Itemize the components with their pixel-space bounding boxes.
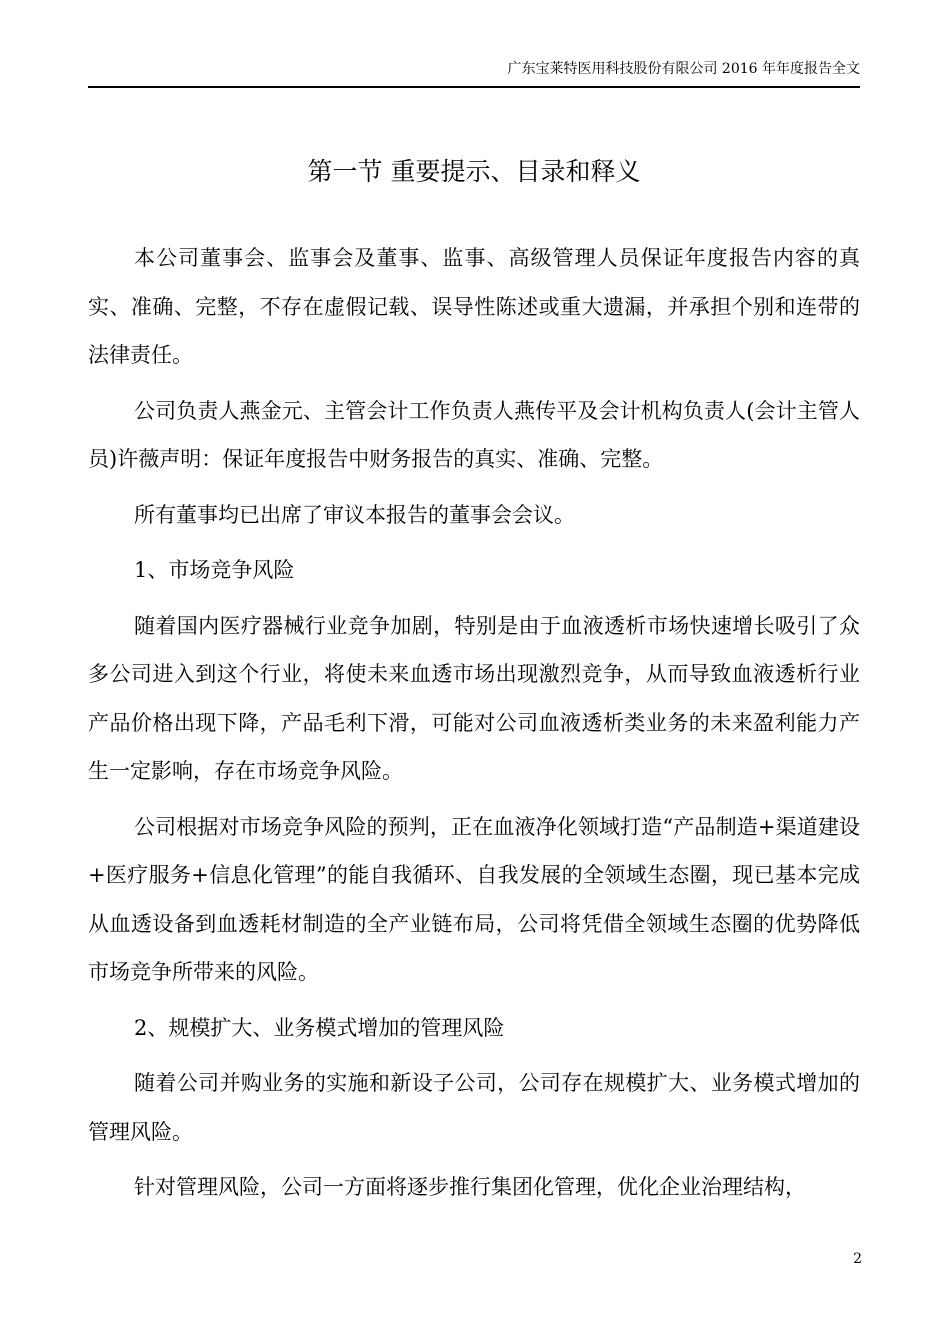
risk2-paragraph: 随着公司并购业务的实施和新设子公司，公司存在规模扩大、业务模式增加的管理风险。 [88, 1071, 860, 1144]
page-header [88, 60, 860, 88]
risk2-heading: 2、规模扩大、业务模式增加的管理风险 [134, 1015, 505, 1040]
risk1-paragraph: 公司根据对市场竞争风险的预判，正在血液净化领域打造“产品制造+渠道建设+医疗服务+信息化管理”的能自我循环、自我发展的全领域生态圈，现已基本完成从血透设备到血透耗材制造的全产业链布局，公司将凭借全领域生态圈的优势降低市场竞争所带来的风险。 [88, 814, 860, 984]
paragraph-declaration: 公司负责人燕金元、主管会计工作负责人燕传平及会计机构负责人(会计主管人员)许薇声明：保证年度报告中财务报告的真实、准确、完整。 [88, 398, 860, 471]
page-number: 2 [853, 1251, 862, 1267]
header-rule [88, 86, 860, 88]
header-text: 广东宝莱特医用科技股份有限公司 2016 年年度报告全文 [507, 61, 860, 77]
paragraph-attendance: 所有董事均已出席了审议本报告的董事会会议。 [134, 502, 575, 527]
document-body [88, 234, 860, 1219]
risk2-paragraph: 针对管理风险，公司一方面将逐步推行集团化管理，优化企业治理结构， [134, 1175, 806, 1199]
section-title: 第一节 重要提示、目录和释义 [307, 157, 641, 186]
paragraph-responsibility: 本公司董事会、监事会及董事、监事、高级管理人员保证年度报告内容的真实、准确、完整，不存在虚假记载、误导性陈述或重大遗漏，并承担个别和连带的法律责任。 [88, 246, 860, 367]
risk1-paragraph: 随着国内医疗器械行业竞争加剧，特别是由于血液透析市场快速增长吸引了众多公司进入到这个行业，将使未来血透市场出现激烈竞争，从而导致血液透析行业产品价格出现下降，产品毛利下滑，可能对公司血液透析类业务的未来盈利能力产生一定影响，存在市场竞争风险。 [88, 613, 860, 783]
risk1-heading: 1、市场竞争风险 [134, 558, 295, 582]
